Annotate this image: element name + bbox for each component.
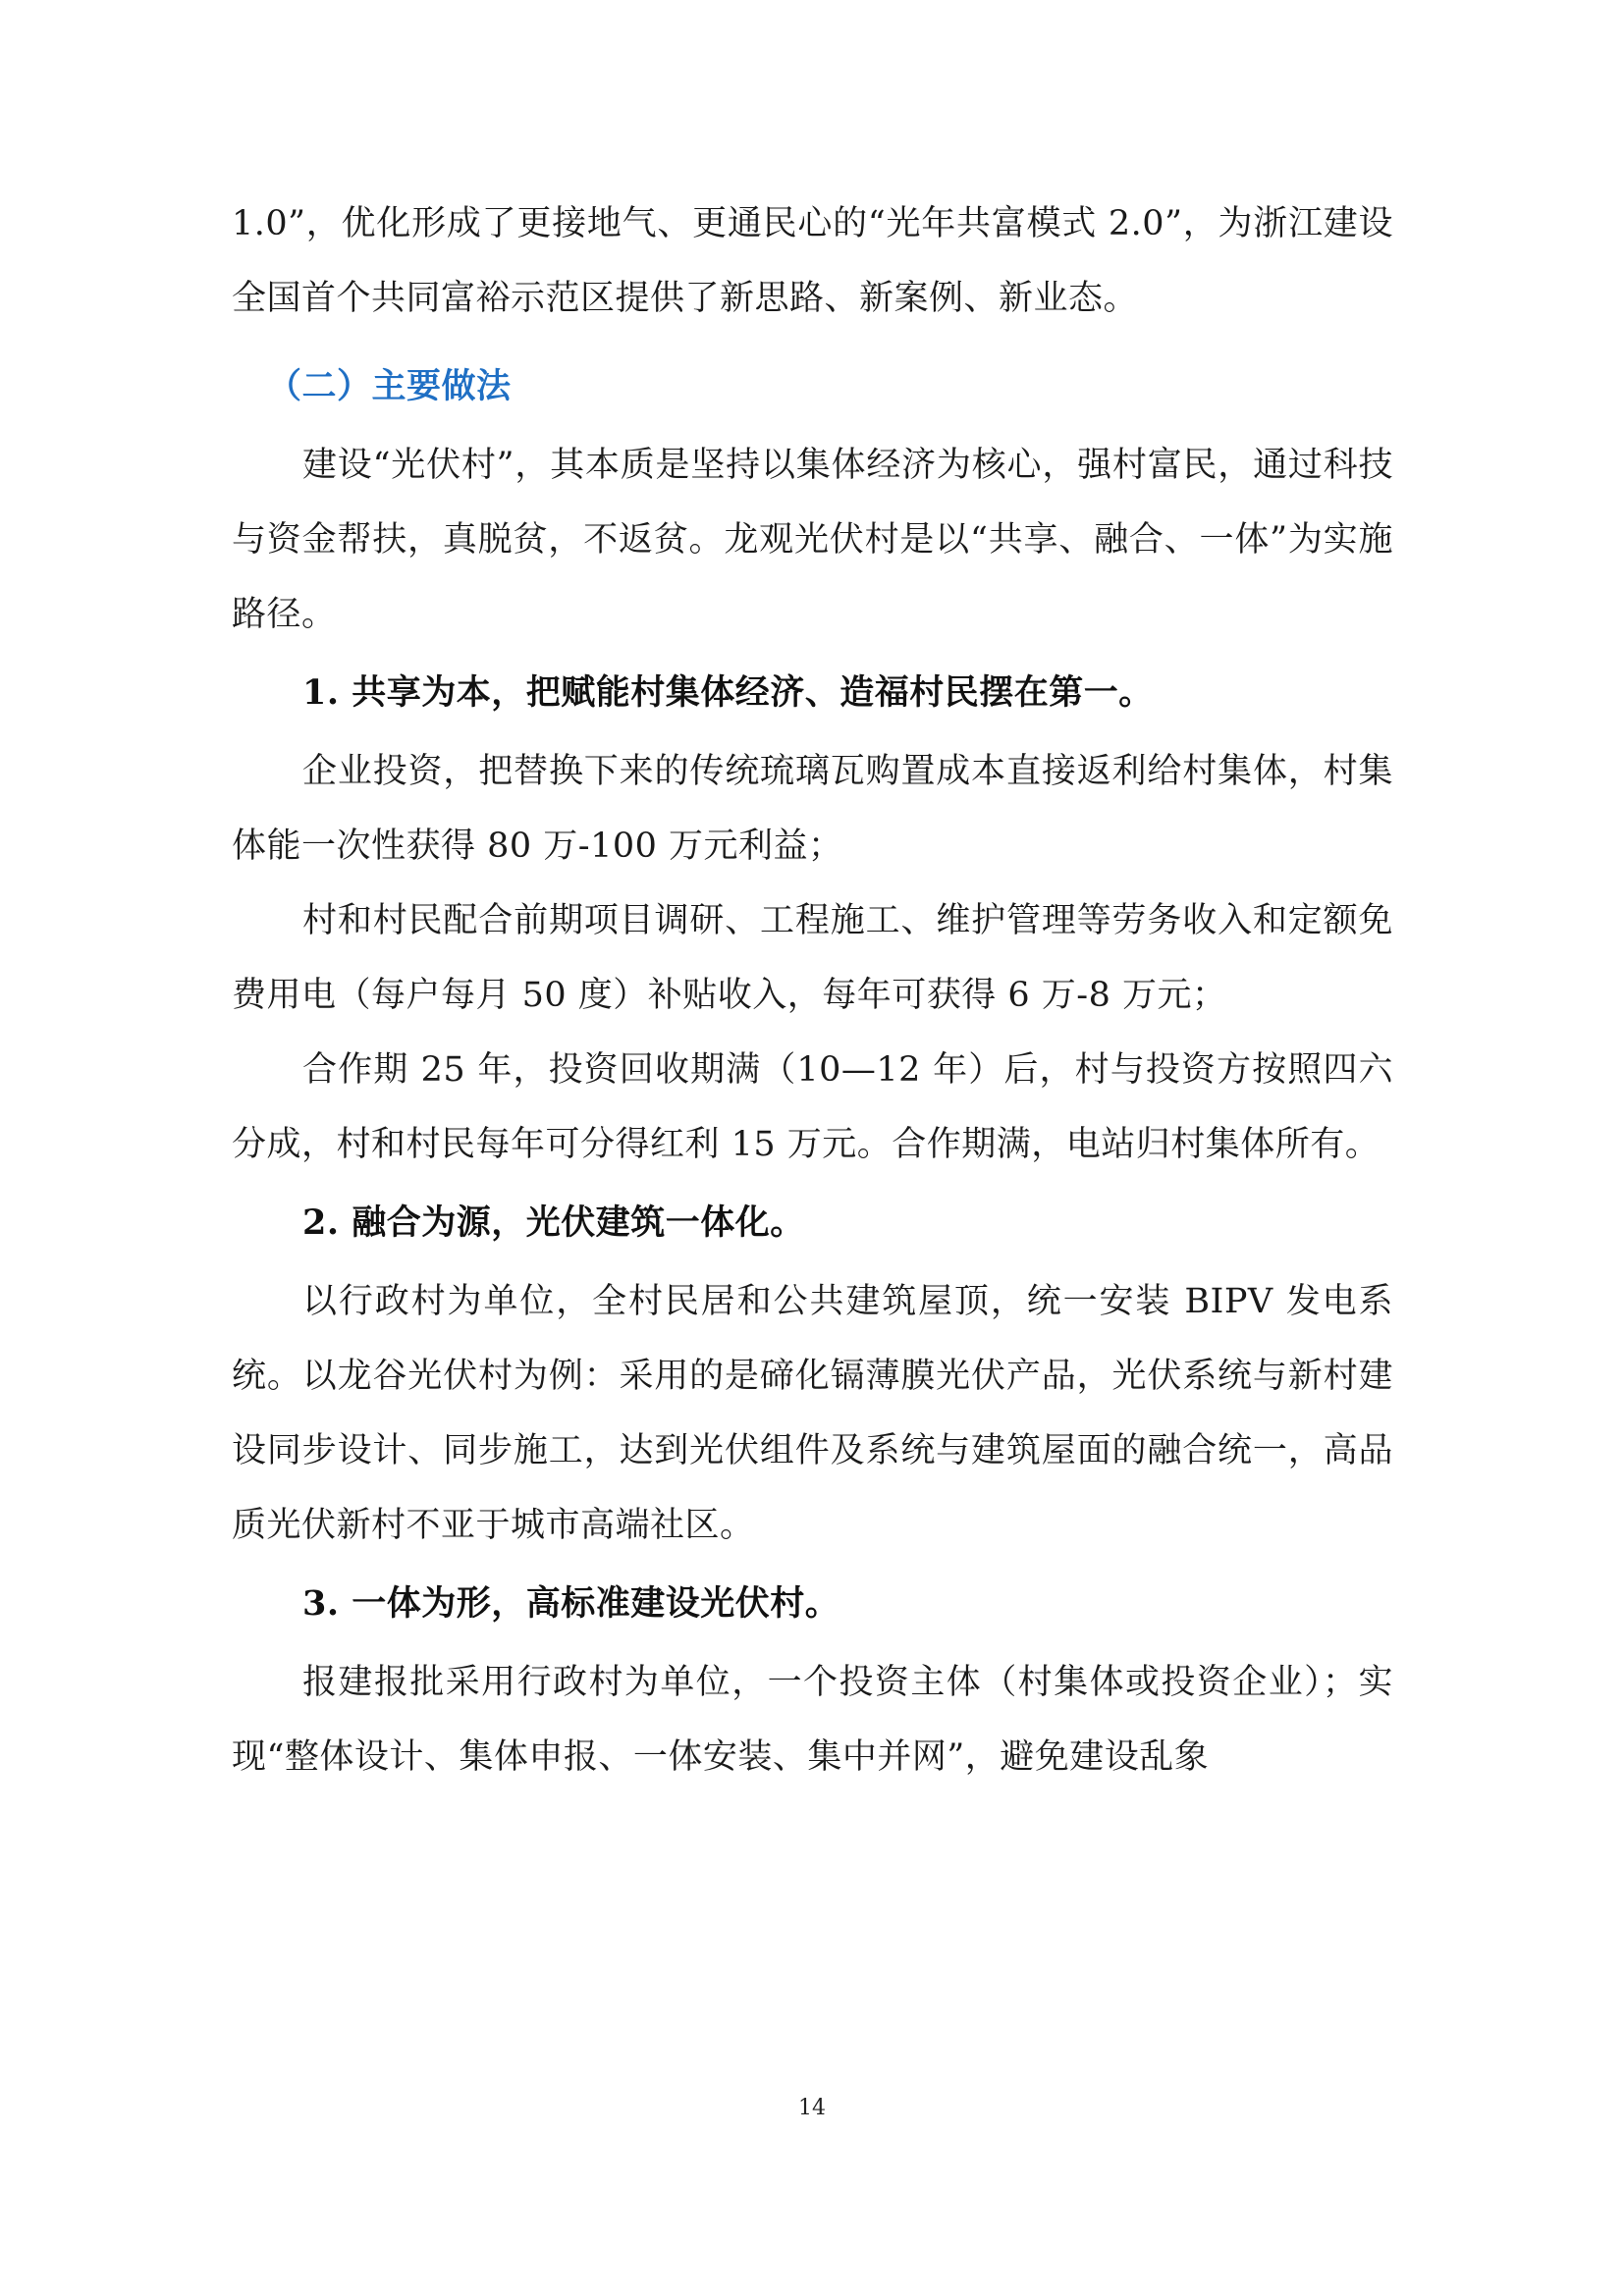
sub-heading-unified-form: 3. 一体为形，高标准建设光伏村。 <box>302 1583 840 1624</box>
section-heading-main-practices: （二）主要做法 <box>267 366 512 406</box>
paragraph-continuation: 1.0”，优化形成了更接地气、更通民心的“光年共富模式 2.0”，为浙江建设全国首个共同富裕示范区提供了新思路、新案例、新业态。 <box>232 204 1393 318</box>
page-content <box>232 187 1393 1794</box>
paragraph-body-3: 村和村民配合前期项目调研、工程施工、维护管理等劳务收入和定额免费用电（每户每月 50 度）补贴收入，每年可获得 6 万-8 万元； <box>232 901 1393 1015</box>
page-number: 14 <box>798 2096 826 2120</box>
paragraph-body-4: 合作期 25 年，投资回收期满（10—12 年）后，村与投资方按照四六分成，村和村民每年可分得红利 15 万元。合作期满，电站归村集体所有。 <box>232 1050 1393 1164</box>
sub-heading-sharing-as-foundation: 1. 共享为本，把赋能村集体经济、造福村民摆在第一。 <box>302 672 1154 713</box>
paragraph-body-2: 企业投资，把替换下来的传统琉璃瓦购置成本直接返利给村集体，村集体能一次性获得 80 万-100 万元利益； <box>232 752 1393 866</box>
paragraph-body-5: 以行政村为单位，全村民居和公共建筑屋顶，统一安装 BIPV 发电系统。以龙谷光伏村为例：采用的是碲化镉薄膜光伏产品，光伏系统与新村建设同步设计、同步施工，达到光伏组件及系统与建筑屋面的融合统一，高品质光伏新村不亚于城市高端社区。 <box>232 1282 1393 1545</box>
paragraph-body-1: 建设“光伏村”，其本质是坚持以集体经济为核心，强村富民，通过科技与资金帮扶，真脱贫，不返贫。龙观光伏村是以“共享、融合、一体”为实施路径。 <box>232 446 1393 634</box>
sub-heading-integration-as-source: 2. 融合为源，光伏建筑一体化。 <box>302 1202 805 1243</box>
paragraph-body-6: 报建报批采用行政村为单位，一个投资主体（村集体或投资企业）；实现“整体设计、集体申报、一体安装、集中并网”，避免建设乱象 <box>232 1663 1393 1777</box>
